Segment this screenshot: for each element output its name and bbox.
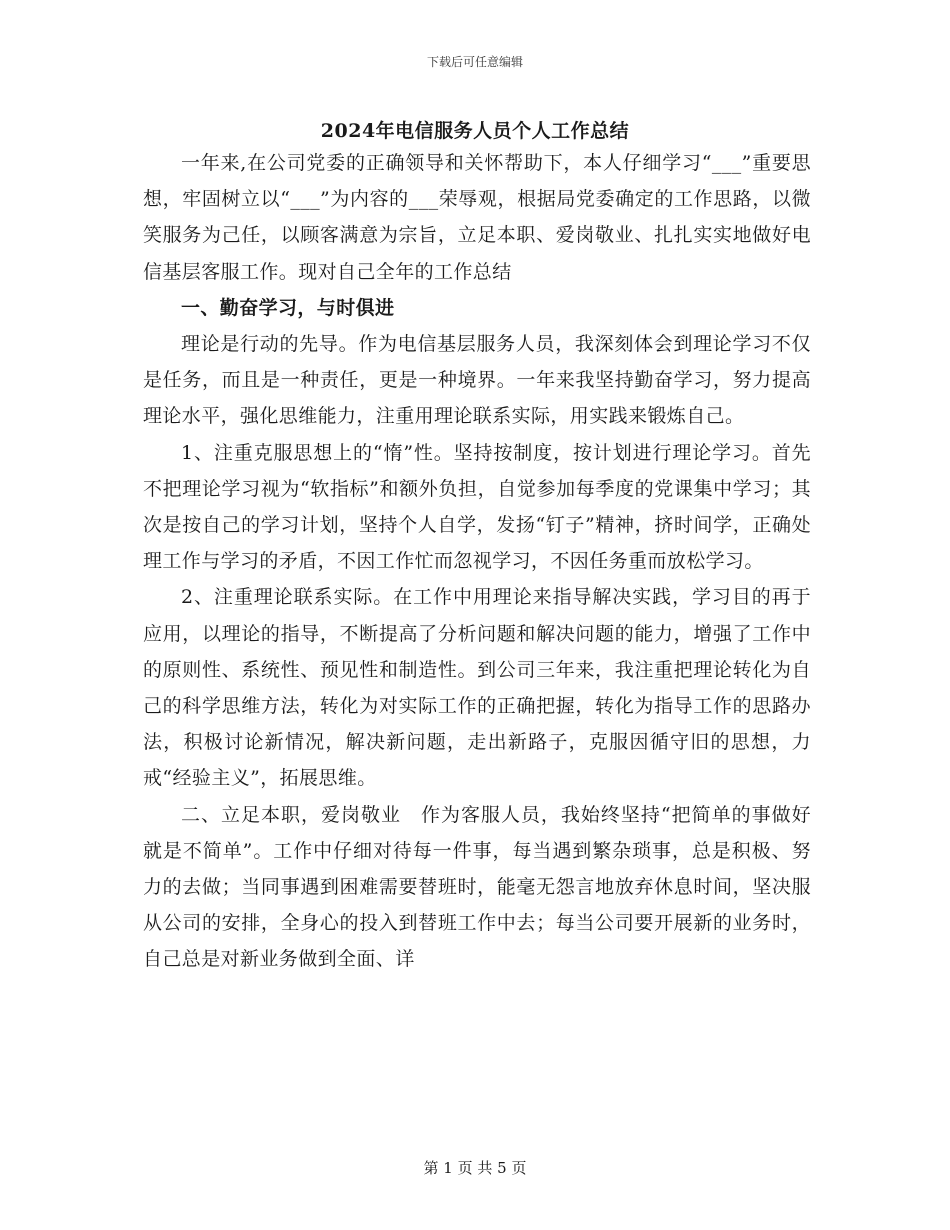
page-footer: 第 1 页 共 5 页	[423, 1159, 527, 1177]
body-paragraph: 2、注重理论联系实际。在工作中用理论来指导解决实践，学习目的再于应用，以理论的指导，不断提高了分析问题和解决问题的能力，增强了工作中的原则性、系统性、预见性和制造性。到公司三年来，我注重把理论转化为自己的科学思维方法，转化为对实际工作的正确把握，转化为指导工作的思路办法，积极讨论新情况，解决新问题，走出新路子，克服因循守旧的思想，力戒“经验主义”，拓展思维。	[143, 586, 811, 790]
page-header: 下载后可任意编辑	[426, 55, 523, 69]
section-heading: 一、勤奋学习，与时俱进	[181, 296, 395, 319]
body-paragraph: 1、注重克服思想上的“惰”性。坚持按制度，按计划进行理论学习。首先不把理论学习视为“软指标”和额外负担，自觉参加每季度的党课集中学习；其次是按自己的学习计划，坚持个人自学，发扬“钉子”精神，挤时间学，正确处理工作与学习的矛盾，不因工作忙而忽视学习，不因任务重而放松学习。	[143, 441, 811, 573]
intro-paragraph: 一年来,在公司党委的正确领导和关怀帮助下，本人仔细学习“___”重要思想，牢固树立以“___”为内容的___荣辱观，根据局党委确定的工作思路，以微笑服务为己任，以顾客满意为宗旨，立足本职、爱岗敬业、扎扎实实地做好电信基层客服工作。现对自己全年的工作总结	[143, 152, 811, 283]
body-paragraph: 理论是行动的先导。作为电信基层服务人员，我深刻体会到理论学习不仅是任务，而且是一种责任，更是一种境界。一年来我坚持勤奋学习，努力提高理论水平，强化思维能力，注重用理论联系实际，用实践来锻炼自己。	[143, 333, 811, 428]
document-body	[143, 145, 811, 978]
document-title: 2024年电信服务人员个人工作总结	[320, 120, 630, 142]
body-paragraph: 二、立足本职，爱岗敬业 作为客服人员，我始终坚持“把简单的事做好就是不简单”。工作中仔细对待每一件事，每当遇到繁杂琐事，总是积极、努力的去做；当同事遇到困难需要替班时，能毫无怨言地放弃休息时间，坚决服从公司的安排，全身心的投入到替班工作中去；每当公司要开展新的业务时，自己总是对新业务做到全面、详	[143, 803, 811, 971]
